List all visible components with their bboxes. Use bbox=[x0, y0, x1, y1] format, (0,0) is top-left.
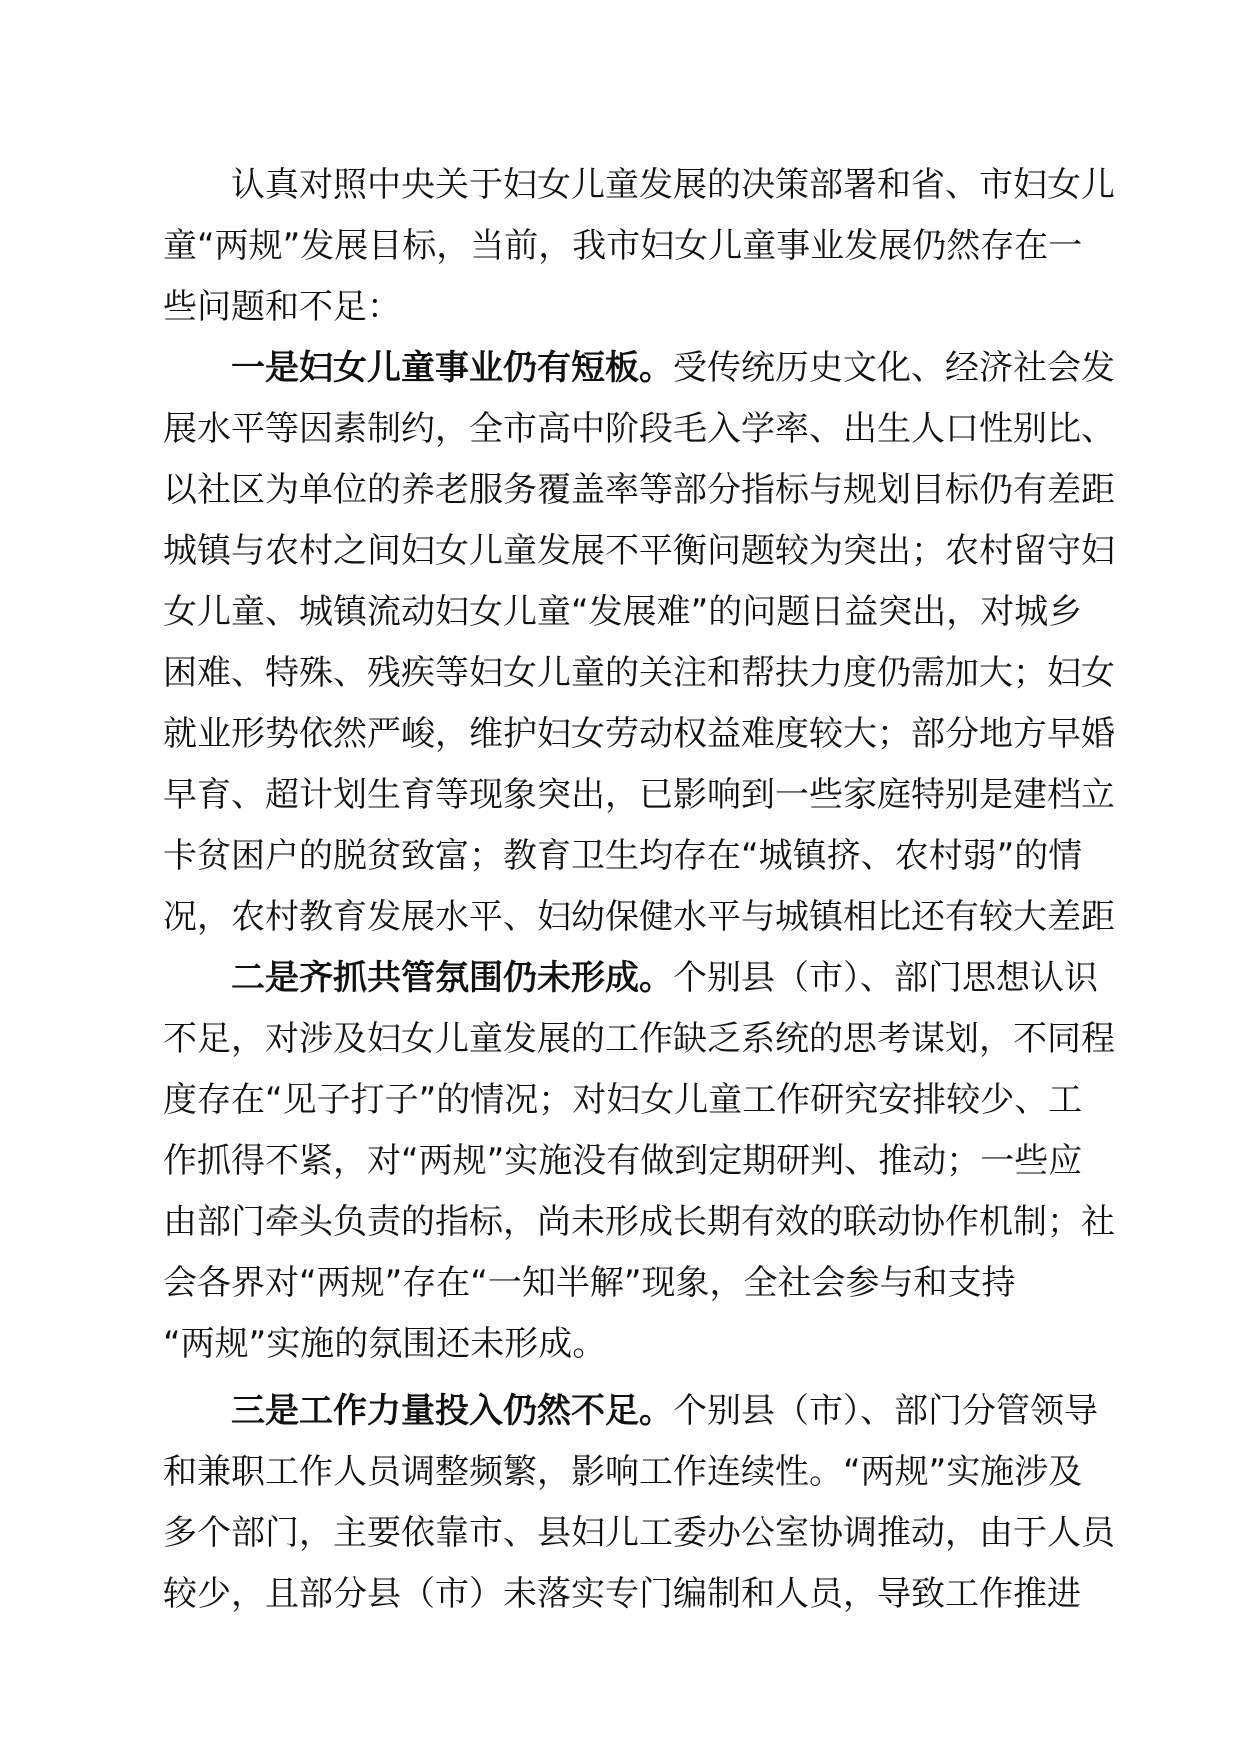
text-line: 由部门牵头负责的指标，尚未形成长期有效的联动协作机制；社 bbox=[163, 1202, 1115, 1242]
text-line: 和兼职工作人员调整频繁，影响工作连续性。“两规”实施涉及 bbox=[163, 1452, 1083, 1492]
text-line: 会各界对“两规”存在“一知半解”现象，全社会参与和支持 bbox=[163, 1263, 1016, 1303]
text-line: 卡贫困户的脱贫致富；教育卫生均存在“城镇挤、农村弱”的情 bbox=[163, 836, 1083, 876]
paragraph-shortcomings bbox=[163, 338, 1113, 948]
body-text bbox=[163, 155, 1113, 1625]
paragraph-intro bbox=[163, 155, 1113, 338]
text-line: 展水平等因素制约，全市高中阶段毛入学率、出生人口性别比、 bbox=[163, 409, 1115, 449]
text-line: 困难、特殊、残疾等妇女儿童的关注和帮扶力度仍需加大；妇女 bbox=[163, 653, 1115, 693]
paragraph-heading: 一是妇女儿童事业仍有短板。 bbox=[231, 348, 673, 388]
text-run: 受传统历史文化、经济社会发 bbox=[673, 348, 1115, 388]
paragraph-heading: 三是工作力量投入仍然不足。 bbox=[231, 1391, 673, 1431]
text-line: 女儿童、城镇流动妇女儿童“发展难”的问题日益突出，对城乡 bbox=[163, 592, 1083, 632]
text-line: 度存在“见子打子”的情况；对妇女儿童工作研究安排较少、工 bbox=[163, 1080, 1083, 1120]
text-line: 早育、超计划生育等现象突出，已影响到一些家庭特别是建档立 bbox=[163, 775, 1115, 815]
text-line: 以社区为单位的养老服务覆盖率等部分指标与规划目标仍有差距 bbox=[163, 470, 1115, 510]
text-line: “两规”实施的氛围还未形成。 bbox=[163, 1324, 607, 1364]
text-line: 就业形势依然严峻，维护妇女劳动权益难度较大；部分地方早婚 bbox=[163, 714, 1115, 754]
text-line: 作抓得不紧，对“两规”实施没有做到定期研判、推动；一些应 bbox=[163, 1141, 1083, 1181]
text-line bbox=[163, 1381, 1113, 1442]
paragraph-resources bbox=[163, 1381, 1113, 1625]
paragraph-heading: 二是齐抓共管氛围仍未形成。 bbox=[231, 958, 673, 998]
text-run: 个别县（市）、部门分管领导 bbox=[673, 1391, 1098, 1431]
text-line: 况，农村教育发展水平、妇幼保健水平与城镇相比还有较大差距 bbox=[163, 897, 1115, 937]
text-line: 认真对照中央关于妇女儿童发展的决策部署和省、市妇女儿 bbox=[231, 165, 1115, 205]
paragraph-coordination bbox=[163, 948, 1113, 1375]
text-line: 童“两规”发展目标，当前，我市妇女儿童事业发展仍然存在一 bbox=[163, 226, 1083, 266]
text-line: 不足，对涉及妇女儿童发展的工作缺乏系统的思考谋划，不同程 bbox=[163, 1019, 1115, 1059]
text-run: 个别县（市）、部门思想认识 bbox=[673, 958, 1098, 998]
text-line: 城镇与农村之间妇女儿童发展不平衡问题较为突出；农村留守妇 bbox=[163, 531, 1115, 571]
text-line: 较少，且部分县（市）未落实专门编制和人员，导致工作推进 bbox=[163, 1574, 1081, 1614]
text-line: 多个部门，主要依靠市、县妇儿工委办公室协调推动，由于人员 bbox=[163, 1513, 1115, 1553]
text-line: 些问题和不足： bbox=[163, 287, 401, 327]
text-line bbox=[163, 338, 1113, 399]
text-line bbox=[163, 948, 1113, 1009]
